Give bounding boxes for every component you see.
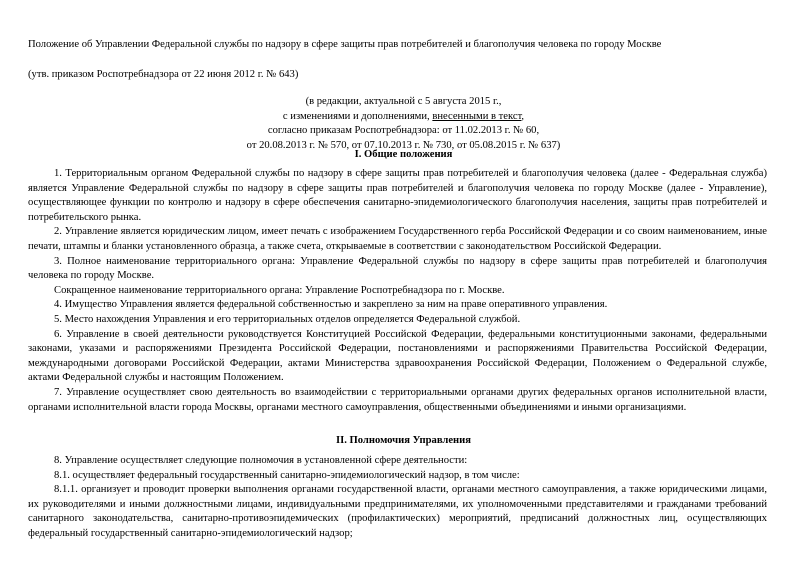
edition-line-4: от 20.08.2013 г. № 570, от 07.10.2013 г. № 730, от 05.08.2015 г. № 637) [246,139,561,151]
paragraph-5: 5. Место нахождения Управления и его территориальных отделов определяется Федеральной службой. [54,313,521,325]
section-1-body [28,167,767,415]
paragraph-8-1: 8.1. осуществляет федеральный государственный санитарно-эпидемиологический надзор, в том числе: [54,469,520,481]
paragraph-2: 2. Управление является юридическим лицом, имеет печать с изображением Государственного герба Российской Федерации и со своим наименованием, иные печати, штампы и бланки установленного образца, а также счета, открываемые в соответствии с законодательством Российской Федерации. [28,226,767,252]
section-2-body [28,454,767,542]
edition-line-2-end: , [521,110,525,122]
paragraph-1: 1. Территориальным органом Федеральной службы по надзору в сфере защиты прав потребителей и благополучия человека (далее - Федеральная служба) является Управление Федеральной службы по надзору в сфере защиты прав потребителей и благополучия человека по городу Москве (далее - Управление), осуществляющее функции по контролю и надзору в сфере обеспечения санитарно-эпидемиологического благополучия населения, защиты прав потребителей и потребительского рынка. [28,168,767,223]
paragraph-3: 3. Полное наименование территориального органа: Управление Федеральной службы по надзору в сфере защиты прав потребителей и благополучия человека по городу Москве. [28,255,767,282]
section-2-heading: II. Полномочия Управления [335,435,471,446]
edition-line-2 [0,110,807,125]
edition-line-3: согласно приказам Роспотребнадзора: от 11.02.2013 г. № 60, [267,125,540,137]
paragraph-3-short-name: Сокращенное наименование территориального органа: Управление Роспотребнадзора по г. Москве. [54,284,505,296]
approval-line: (утв. приказом Роспотребнадзора от 22 июня 2012 г. № 643) [28,69,299,80]
paragraph-6: 6. Управление в своей деятельности руководствуется Конституцией Российской Федерации, федеральными конституционными законами, федеральными законами, указами и распоряжениями Президента Российской Федерации, постановлениями и распоряжениями Правительства Российской Федерации, международными договорами Российской Федерации, актами Министерства здравоохранения Российской Федерации, Положением о Федеральной службе, актами Федеральной службы и настоящим Положением. [28,328,767,384]
paragraph-8: 8. Управление осуществляет следующие полномочия в установленной сфере деятельности: [54,455,468,466]
section-1-heading: I. Общие положения [354,149,453,160]
edition-line-1: (в редакции, актуальной с 5 августа 2015 г., [305,96,502,107]
edition-line-2-text: с изменениями и дополнениями, [282,110,433,122]
edition-note [0,95,807,153]
paragraph-8-1-1: 8.1.1. организует и проводит проверки выполнения органами государственной власти, органами местного самоуправления, а также юридическими лицами, их руководителями и иными должностными лицами, индивидуальными предпринимателями, их уполномоченными представителями и гражданами требований санитарного законодательства, санитарно-противоэпидемических (профилактических) мероприятий, предписаний должностных лиц, осуществляющих федеральный государственный санитарно-эпидемиологический надзор; [28,484,767,539]
document-title: Положение об Управлении Федеральной службы по надзору в сфере защиты прав потребителей и благополучия человека по городу Москве [28,39,662,50]
paragraph-7: 7. Управление осуществляет свою деятельность во взаимодействии с территориальными органами других федеральных органов исполнительной власти, органами исполнительной власти города Москвы, органами местного самоуправления, общественными объединениями и иными организациями. [28,386,767,413]
amendments-link[interactable]: внесенными в текст [432,110,522,122]
paragraph-4: 4. Имущество Управления является федеральной собственностью и закреплено за ним на праве оперативного управления. [54,299,608,311]
